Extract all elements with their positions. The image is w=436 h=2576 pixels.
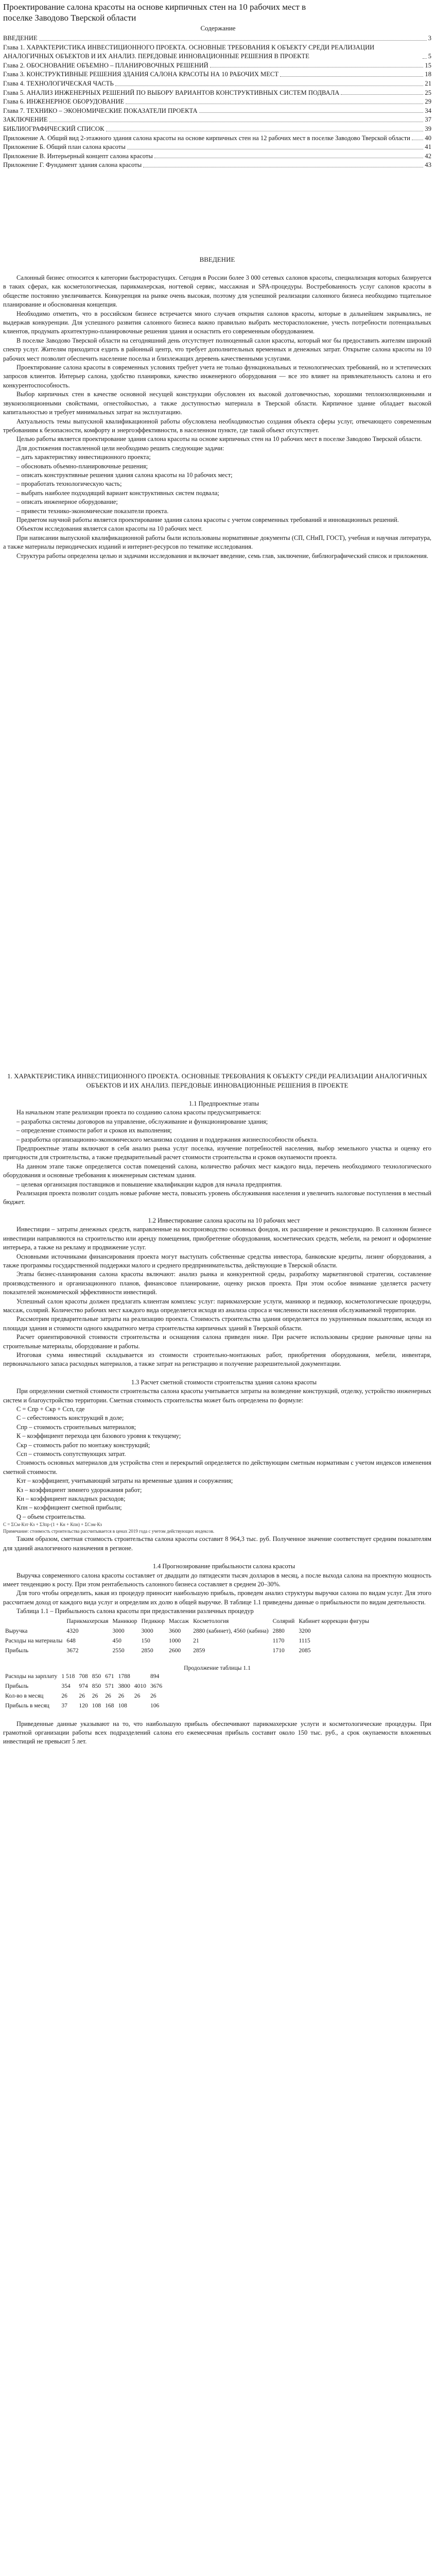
- paragraph: Стоимость основных материалов для устройства стен и перекрытий определяется по действующим сметным нормативам с учетом индексов изменения сметной стоимости.: [3, 1459, 431, 1476]
- paragraph: Рассмотрим предварительные затраты на реализацию проекта. Стоимость строительства здания определяется по укрупненным показателям, исходя из площади здания и стоимости одного квадратного метра строительства кирпичных зданий в Тверской области.: [3, 1315, 431, 1332]
- paragraph: Приведенные данные указывают на то, что наибольшую прибыль обеспечивают парикмахерские услуги и косметологические процедуры. При грамотной организации работы всех подразделений салона его ежемесячная прибыль составит около 150 тыс. руб., а срок окупаемости вложенных инвестиций не превысит 5 лет.: [3, 1720, 431, 1745]
- profitability-table-continued: [3, 1671, 164, 1710]
- table-cell: 2550: [112, 1647, 125, 1654]
- table-cell: Прибыль в месяц: [5, 1702, 49, 1709]
- table-cell: 26: [150, 1692, 156, 1699]
- toc-entry-page: 5: [428, 53, 431, 60]
- table-cell: 974: [79, 1682, 88, 1689]
- paragraph: – проработать технологическую часть;: [16, 480, 122, 488]
- table-cell: Расходы на зарплату: [5, 1672, 58, 1680]
- section-1-1-body: [3, 1108, 431, 1207]
- section-1-2-heading: 1.2 Инвестирование салона красоты на 10 рабочих мест: [148, 1216, 300, 1224]
- paragraph: Кпн – коэффициент сметной прибыли;: [16, 1504, 122, 1512]
- paragraph: Целью работы является проектирование здания салона красоты на основе кирпичных стен на 10 рабочих мест в поселке Заводово Тверской области.: [16, 435, 422, 443]
- table-cell: 3676: [150, 1682, 163, 1689]
- introduction-section: [3, 255, 431, 561]
- document-title: Проектирование салона красоты на основе кирпичных стен на 10 рабочих мест в поселке Заводово Тверской области: [3, 2, 306, 23]
- table-cell: Выручка: [5, 1627, 28, 1634]
- table-cell: 2600: [169, 1647, 181, 1654]
- toc-dot-leader: [280, 76, 423, 77]
- table-cell: 106: [150, 1702, 160, 1709]
- paragraph: – описать инженерное оборудование;: [16, 498, 118, 506]
- table-cell: 4320: [66, 1627, 79, 1634]
- table-header-row: [3, 1616, 371, 1626]
- paragraph: Скр – стоимость работ по монтажу конструкций;: [16, 1441, 150, 1449]
- paragraph: На начальном этапе реализации проекта по созданию салона красоты предусматривается:: [16, 1109, 261, 1116]
- toc-entry[interactable]: [3, 152, 431, 161]
- toc-entry[interactable]: [3, 161, 431, 170]
- table-header-cell: Солярий: [272, 1617, 295, 1624]
- table-cell: 2859: [193, 1647, 205, 1654]
- formula-note: Примечание: стоимость строительства рассчитывается в ценах 2019 года с учетом действующих индексов.: [3, 1529, 215, 1534]
- toc-entry-page: 34: [425, 107, 431, 114]
- paragraph: Итоговая сумма инвестиций складывается из стоимости строительно-монтажных работ, приобретения оборудования, мебели, инвентаря, первоначального запаса расходных материалов, а также затрат на регистрацию и получение разрешительной документации.: [3, 1351, 431, 1368]
- toc-dot-leader: [423, 58, 427, 59]
- paragraph: Предметом научной работы является проектирование здания салона красоты с учетом современных требований и инновационных решений.: [16, 516, 399, 523]
- table-cell: [132, 1671, 148, 1681]
- table-cell: 2880: [272, 1627, 285, 1634]
- paragraph: – разработка системы договоров на управление, обслуживание и функционирование здания;: [16, 1117, 268, 1125]
- toc-dot-leader: [199, 112, 424, 113]
- chapter-1-heading: 1. ХАРАКТЕРИСТИКА ИНВЕСТИЦИОННОГО ПРОЕКТА. ОСНОВНЫЕ ТРЕБОВАНИЯ К ОБЪЕКТУ СРЕДИ РЕАЛИЗАЦИИ АНАЛОГИЧНЫХ ОБЪЕКТОВ И ИХ АНАЛИЗ. ПЕРЕДОВЫЕ ИННОВАЦИОННЫЕ РЕШЕНИЯ В ПРОЕКТЕ: [7, 1072, 427, 1089]
- toc-entry-page: 3: [428, 35, 431, 42]
- toc-entry-page: 43: [425, 161, 431, 169]
- toc-entry-title: Глава 7. ТЕХНИКО – ЭКОНОМИЧЕСКИЕ ПОКАЗАТЕЛИ ПРОЕКТА: [3, 107, 198, 114]
- paragraph: Этапы бизнес-планирования салона красоты включают: анализ рынка и конкурентной среды, разработку маркетинговой стратегии, составление производственного и организационного планов, финансовое планирование, оценку рисков проекта. При этом особое внимание уделяется расчету показателей экономической эффективности инвестиций.: [3, 1270, 431, 1296]
- table-cell: 3200: [299, 1627, 311, 1634]
- paragraph: Расчет ориентировочной стоимости строительства и оснащения салона приведен ниже. При расчете использованы средние рыночные цены на строительные материалы, оборудование и работы.: [3, 1333, 431, 1350]
- section-1-3-body: [3, 1387, 431, 1521]
- toc-entry-title: Глава 3. КОНСТРУКТИВНЫЕ РЕШЕНИЯ ЗДАНИЯ САЛОНА КРАСОТЫ НА 10 РАБОЧИХ МЕСТ: [3, 71, 279, 78]
- section-1-1-heading: 1.1 Предпроектные этапы: [188, 1100, 259, 1107]
- paragraph: Для того чтобы определить, какая из процедур приносит наибольшую прибыль, проведем анализ структуры выручки салона по видам услуг. Для этого рассчитаем доход от каждого вида услуг и определим их долю в общей выручке. В таблице 1.1 приведены данные о прибыльности по видам деятельности.: [3, 1589, 431, 1606]
- toc-entry-title: БИБЛИОГРАФИЧЕСКИЙ СПИСОК: [3, 125, 104, 132]
- paragraph: Спр – стоимость строительных материалов;: [16, 1423, 136, 1431]
- toc-entry[interactable]: [3, 115, 431, 125]
- table-row: [3, 1646, 371, 1655]
- paragraph: Кз – коэффициент зимнего удорожания работ;: [16, 1486, 142, 1494]
- paragraph: Проектирование салона красоты в современных условиях требует учета не только функциональных и технологических требований, но и эстетических запросов клиентов. Интерьер салона, удобство планировки, качество инженерного оборудования — все это влияет на привлекательность салона и его конкурентоспособность.: [3, 364, 431, 389]
- toc-entry[interactable]: [3, 61, 431, 71]
- paragraph: При определении сметной стоимости строительства салона красоты учитывается затраты на возведение конструкций, отделку, устройство инженерных систем и благоустройство территории. Сметная стоимость строительства может быть определена по формуле:: [3, 1387, 431, 1404]
- toc-entry[interactable]: [3, 34, 431, 43]
- toc-entry-title: Приложение Б. Общий план салона красоты: [3, 143, 126, 151]
- section-1-4-heading: 1.4 Прогнозирование прибыльности салона красоты: [152, 1563, 295, 1570]
- toc-entry-title: Глава 4. ТЕХНОЛОГИЧЕСКАЯ ЧАСТЬ: [3, 79, 114, 87]
- table-cell: Прибыль: [5, 1647, 29, 1654]
- table-cell: 150: [141, 1637, 150, 1644]
- paragraph: На данном этапе также определяется состав помещений салона, количество рабочих мест каждого вида, перечень необходимого технологического оборудования и основные требования к инженерным системам здания.: [3, 1162, 431, 1179]
- table-cell: 894: [150, 1672, 160, 1680]
- paragraph: С – себестоимость конструкций в доле;: [16, 1414, 124, 1422]
- section-1-3-conclusion: [3, 1535, 431, 1553]
- paragraph: – определение стоимости работ и сроков их выполнения;: [16, 1127, 172, 1134]
- table-1-1-continued-caption: Продолжение таблицы 1.1: [184, 1664, 251, 1671]
- table-cell: 3600: [169, 1627, 181, 1634]
- paragraph: – выбрать наиболее подходящий вариант конструктивных систем подвала;: [16, 489, 219, 497]
- table-cell: 26: [61, 1692, 67, 1699]
- paragraph: При написании выпускной квалификационной работы были использованы нормативные документы (СП, СНиП, ГОСТ), учебная и научная литература, а также материалы периодических изданий и интернет-ресурсов по тематике исследования.: [3, 534, 431, 551]
- toc-entry-page: 41: [425, 143, 431, 151]
- toc-entry-title: Глава 6. ИНЖЕНЕРНОЕ ОБОРУДОВАНИЕ: [3, 98, 125, 106]
- paragraph: Выбор кирпичных стен в качестве основной несущей конструкции обусловлен их высокой долговечностью, хорошими теплоизоляционными и звукоизоляционными свойствами, огнестойкостью, а также доступностью материала в Тверской области. Кирпичное здание обладает высокой капитальностью и требует минимальных затрат на эксплуатацию.: [3, 391, 431, 416]
- table-cell: 850: [92, 1682, 101, 1689]
- toc-entry-page: 42: [425, 152, 431, 160]
- toc-entry-page: 37: [425, 116, 431, 124]
- toc-entry-title: Приложение А. Общий вид 2-этажного здания салона красоты на основе кирпичных стен на 12 рабочих мест в поселке Заводово Тверской области: [3, 134, 411, 142]
- table-header-cell: Маникюр: [112, 1617, 137, 1624]
- table-row: [3, 1701, 164, 1710]
- table-header-cell: Парикмахерская: [66, 1617, 109, 1624]
- paragraph: – дать характеристику инвестиционного проекта;: [16, 453, 151, 461]
- table-cell: 26: [134, 1692, 141, 1699]
- toc-entry-page: 25: [425, 89, 431, 96]
- toc-entry[interactable]: [3, 79, 431, 89]
- table-header-cell: [3, 1616, 64, 1626]
- toc-entry-title: Приложение Г. Фундамент здания салона красоты: [3, 161, 142, 169]
- table-cell: [132, 1701, 148, 1710]
- paragraph: Успешный салон красоты должен предлагать клиентам комплекс услуг: парикмахерские услуги, маникюр и педикюр, косметологические процедуры, массаж, солярий. Количество рабочих мест каждого вида определяется исходя из анализа спроса и численности населения обслуживаемой территории.: [3, 1297, 431, 1314]
- paragraph: – целевая организация поставщиков и повышение квалификации кадров для начала предприятия.: [16, 1180, 282, 1188]
- paragraph: К – коэффициент перехода цен базового уровня к текущему;: [16, 1432, 181, 1440]
- table-cell: 37: [61, 1702, 67, 1709]
- section-1-2-body: [3, 1225, 431, 1369]
- table-cell: 648: [66, 1637, 76, 1644]
- chapter-1-section: [3, 1072, 431, 1747]
- section-1-3-heading: 1.3 Расчет сметной стоимости строительства здания салона красоты: [131, 1378, 317, 1386]
- table-row: [3, 1691, 164, 1701]
- table-row: [3, 1681, 164, 1691]
- intro-heading: ВВЕДЕНИЕ: [199, 256, 235, 263]
- table-cell: 3800: [118, 1682, 130, 1689]
- table-cell: 1710: [272, 1647, 285, 1654]
- table-cell: 26: [118, 1692, 125, 1699]
- toc-entry-page: 29: [425, 98, 431, 106]
- toc-entry-title: ВВЕДЕНИЕ: [3, 35, 38, 42]
- paragraph: Таким образом, сметная стоимость строительства салона красоты составит 8 964,3 тыс. руб. Полученное значение соответствует средним показателям для зданий аналогичного назначения в регионе.: [3, 1535, 431, 1552]
- toc-entry[interactable]: [3, 134, 431, 143]
- paragraph: Кн – коэффициент накладных расходов;: [16, 1495, 126, 1503]
- table-cell: 26: [79, 1692, 85, 1699]
- toc-entry[interactable]: [3, 125, 431, 134]
- toc-entry-title: Глава 2. ОБОСНОВАНИЕ ОБЪЕМНО – ПЛАНИРОВОЧНЫХ РЕШЕНИЙ: [3, 61, 208, 69]
- table-cell: Расходы на материалы: [5, 1637, 63, 1644]
- paragraph: Основными источниками финансирования проекта могут выступать собственные средства инвестора, банковские кредиты, лизинг оборудования, а также программы государственной поддержки малого и среднего предпринимательства, действующие в Тверской области.: [3, 1252, 431, 1269]
- toc-entry-title: ЗАКЛЮЧЕНИЕ: [3, 116, 48, 124]
- paragraph: Реализация проекта позволит создать новые рабочие места, повысить уровень обслуживания населения и увеличить налоговые поступления в местный бюджет.: [3, 1190, 431, 1206]
- toc-entry-title: Глава 1. ХАРАКТЕРИСТИКА ИНВЕСТИЦИОННОГО ПРОЕКТА. ОСНОВНЫЕ ТРЕБОВАНИЯ К ОБЪЕКТУ СРЕДИ РЕАЛИЗАЦИИ АНАЛОГИЧНЫХ ОБЪЕКТОВ И ИХ АНАЛИЗ. ПЕРЕДОВЫЕ ИННОВАЦИОННЫЕ РЕШЕНИЯ В ПРОЕКТЕ: [3, 43, 375, 60]
- paragraph: Кзт – коэффициент, учитывающий затраты на временные здания и сооружения;: [16, 1477, 233, 1485]
- toc-entry[interactable]: [3, 143, 431, 152]
- table-cell: 3000: [141, 1627, 153, 1634]
- toc-entry-page: 18: [425, 71, 431, 78]
- table-header-cell: Кабинет коррекции фигуры: [299, 1617, 370, 1624]
- paragraph: – привести технико-экономические показатели проекта.: [16, 507, 169, 515]
- toc-entry[interactable]: [3, 70, 431, 79]
- toc-heading: Содержание: [200, 24, 236, 32]
- table-cell: 1 518: [61, 1672, 75, 1680]
- paragraph: Актуальность темы выпускной квалификационной работы обусловлена необходимостью создания объекта сферы услуг, отвечающего современным требованиям к безопасности, комфорту и энергоэффективности, в населенном пункте, где такой объект отсутствует.: [3, 417, 431, 434]
- toc-entry[interactable]: [3, 97, 431, 107]
- paragraph: Предпроектные этапы включают в себя анализ рынка услуг поселка, изучение потребностей населения, выбор земельного участка и оценку его пригодности для строительства, а также предварительный расчет стоимости строительства и сроков окупаемости проекта.: [3, 1145, 431, 1161]
- paragraph: Необходимо отметить, что в российском бизнесе встречается много случаев открытия салонов красоты, которые в дальнейшем закрывались, не выдержав конкуренции. Для успешного развития салонного бизнеса важно правильно выбрать месторасположение, учесть потребности потенциальных клиентов, продумать архитектурно-планировочные решения здания и оснастить его современным оборудованием.: [3, 310, 431, 335]
- toc-dot-leader: [39, 40, 427, 41]
- toc-entry-title: Глава 5. АНАЛИЗ ИНЖЕНЕРНЫХ РЕШЕНИЙ ПО ВЫБОРУ ВАРИАНТОВ КОНСТРУКТИВНЫХ СИСТЕМ ПОДВАЛА: [3, 89, 340, 96]
- table-header-cell: Косметология: [193, 1617, 229, 1624]
- table-cell: Прибыль: [5, 1682, 29, 1689]
- table-cell: 571: [105, 1682, 114, 1689]
- table-cell: 3000: [112, 1627, 125, 1634]
- paragraph: Объектом исследования является салон красоты на 10 рабочих мест.: [16, 525, 203, 533]
- toc-entry[interactable]: [3, 43, 431, 61]
- table-row: [3, 1671, 164, 1681]
- toc-entry-title: Приложение В. Интерьерный концепт салона красоты: [3, 152, 153, 160]
- table-cell: 26: [105, 1692, 111, 1699]
- table-of-contents: [3, 34, 431, 170]
- paragraph: – разработка организационно-экономического механизма создания и поддержания жизнеспособности объекта.: [16, 1136, 318, 1143]
- table-cell: 1170: [272, 1637, 285, 1644]
- paragraph: Инвестиции – затраты денежных средств, направленные на воспроизводство основных фондов, их расширение и реконструкцию. В салонном бизнесе инвестиции направляются на строительство или аренду помещения, приобретение оборудования, косметических средств, мебели, на ремонт и оформление интерьера, а также на рекламу и продвижение услуг.: [3, 1226, 431, 1251]
- section-1-4-body: [3, 1571, 431, 1607]
- table-cell: 108: [118, 1702, 127, 1709]
- table-cell: Кол-во в месяц: [5, 1692, 44, 1699]
- toc-entry-page: 39: [425, 125, 431, 132]
- table-cell: 168: [105, 1702, 114, 1709]
- table-cell: 2850: [141, 1647, 153, 1654]
- paragraph: С = Спр + Скр + Ссп, где: [16, 1405, 85, 1413]
- paragraph: Салонный бизнес относится к категории быстрорастущих. Сегодня в России более 3 000 сетевых салонов красоты, специализация которых базируется в таких сферах, как косметологическая, парикмахерская, ногтевой сервис, массажная и SPA-процедуры. Востребованность услуг салонов красоты в обществе постоянно увеличивается. Конкуренция на рынке очень высокая, поэтому для успешной реализации салонного бизнеса необходимо тщательное планирование и обоснованная концепция.: [3, 274, 431, 309]
- table-cell: 1000: [169, 1637, 181, 1644]
- paragraph: – описать конструктивные решения здания салона красоты на 10 рабочих мест;: [16, 471, 233, 479]
- toc-entry[interactable]: [3, 89, 431, 98]
- table-cell: 120: [79, 1702, 88, 1709]
- table-cell: 108: [92, 1702, 101, 1709]
- intro-body: [3, 274, 431, 561]
- table-cell: 1788: [118, 1672, 130, 1680]
- table-header-cell: Педикюр: [141, 1617, 165, 1624]
- toc-entry[interactable]: [3, 107, 431, 116]
- paragraph: – обосновать объемно-планировочные решения;: [16, 462, 148, 470]
- paragraph: Выручка современного салона красоты составляет от двадцати до пятидесяти тысяч долларов в месяц, а после выхода салона на проектную мощность имеет тенденцию к росту. При этом рентабельность салонного бизнеса составляет в среднем 20–30%.: [3, 1571, 431, 1588]
- table-header-cell: Массаж: [169, 1617, 189, 1624]
- toc-dot-leader: [341, 94, 423, 95]
- paragraph: В поселке Заводово Тверской области на сегодняшний день отсутствует полноценный салон красоты, который мог бы предоставить жителям широкий спектр услуг. Жителям приходится ездить в районный центр, что требует дополнительных временных и денежных затрат. Открытие салона красоты на 10 рабочих мест позволит обеспечить население поселка и близлежащих деревень качественными услугами.: [3, 336, 431, 362]
- paragraph: Структура работы определена целью и задачами исследования и включает введение, семь глав, заключение, библиографический список и приложения.: [16, 552, 428, 560]
- table-cell: 354: [61, 1682, 71, 1689]
- formula-line: С = ΣСм·Кзт·Кз + ΣЗпр·(1 + Кн + Кпн) + ΣСэм·Кз: [3, 1522, 102, 1528]
- table-conclusion: [3, 1720, 431, 1747]
- table-1-1-caption: Таблица 1.1 – Прибыльность салона красоты при предоставлении различных процедур: [16, 1607, 254, 1615]
- table-cell: 450: [112, 1637, 121, 1644]
- paragraph: Ссп – стоимость сопутствующих затрат.: [16, 1450, 126, 1458]
- toc-entry-page: 40: [425, 134, 431, 142]
- table-row: [3, 1626, 371, 1636]
- table-cell: 850: [92, 1672, 101, 1680]
- profitability-table: [3, 1616, 371, 1655]
- table-row: [3, 1636, 371, 1646]
- table-cell: 2085: [299, 1647, 311, 1654]
- table-cell: 3672: [66, 1647, 79, 1654]
- table-cell: 2880 (кабинет), 4560 (кабина): [193, 1627, 269, 1634]
- table-cell: 21: [193, 1637, 199, 1644]
- table-cell: 4010: [134, 1682, 146, 1689]
- table-cell: 1115: [299, 1637, 310, 1644]
- toc-entry-page: 15: [425, 61, 431, 69]
- paragraph: Q – объем строительства.: [16, 1513, 86, 1520]
- table-cell: 26: [92, 1692, 98, 1699]
- toc-entry-page: 21: [425, 79, 431, 87]
- table-cell: 671: [105, 1672, 114, 1680]
- table-cell: 708: [79, 1672, 88, 1680]
- paragraph: Для достижения поставленной цели необходимо решить следующие задачи:: [16, 444, 224, 452]
